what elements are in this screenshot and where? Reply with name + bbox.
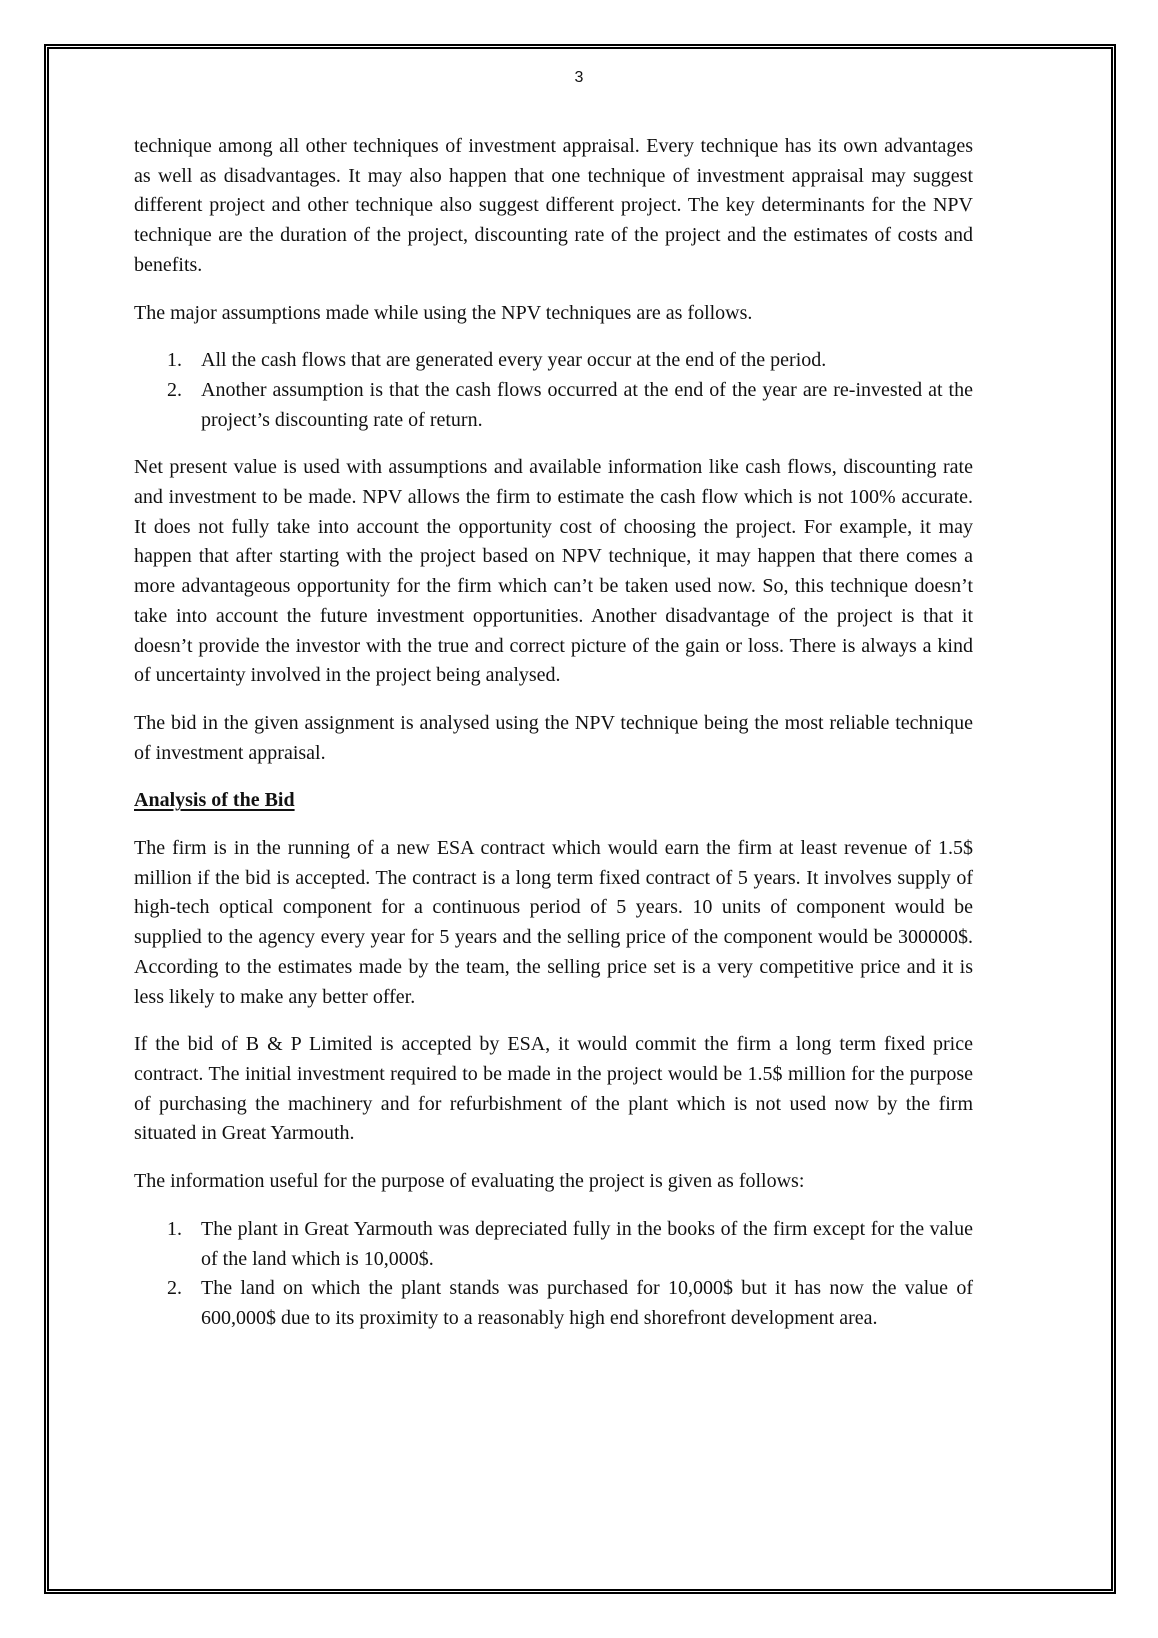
section-heading-analysis: Analysis of the Bid — [134, 789, 295, 812]
list-number: 1. — [167, 349, 182, 372]
list-number: 2. — [167, 1277, 182, 1300]
page-number: 3 — [574, 69, 584, 86]
list-item — [167, 1215, 973, 1274]
paragraph-information-lead: The information useful for the purpose of evaluating the project is given as follows: — [134, 1170, 805, 1193]
information-list — [134, 1215, 973, 1334]
list-item — [167, 346, 973, 376]
list-number: 2. — [167, 378, 182, 401]
assumptions-list — [134, 346, 973, 435]
list-item-text: The land on which the plant stands was purchased for 10,000$ but it has now the value of 600,000$ due to its proximity to a reasonably high end shorefront development area. — [201, 1277, 973, 1329]
paragraph-contract-details: The firm is in the running of a new ESA contract which would earn the firm at least revenue of 1.5$ million if the bid is accepted. The contract is a long term fixed contract of 5 years. It involves supply of high-tech optical component for a continuous period of 5 years. 10 units of component would be supplied to the agency every year for 5 years and the selling price of the component would be 300000$. According to the estimates made by the team, the selling price set is a very competitive price and it is less likely to make any better offer. — [134, 837, 973, 1008]
paragraph-npv-limitations: Net present value is used with assumptions and available information like cash flows, discounting rate and investment to be made. NPV allows the firm to estimate the cash flow which is not 100% accurate. It does not fully take into account the opportunity cost of choosing the project. For example, it may happen that after starting with the project based on NPV technique, it may happen that there comes a more advantageous opportunity for the firm which can’t be taken used now. So, this technique doesn’t take into account the future investment opportunities. Another disadvantage of the project is that it doesn’t provide the investor with the true and correct picture of the gain or loss. There is always a kind of uncertainty involved in the project being analysed. — [134, 456, 973, 687]
list-item — [167, 1274, 973, 1333]
paragraph-bid-method: The bid in the given assignment is analysed using the NPV technique being the most reliable technique of investment appraisal. — [134, 711, 973, 764]
list-item-text: All the cash flows that are generated every year occur at the end of the period. — [201, 349, 827, 372]
list-item-text: Another assumption is that the cash flows occurred at the end of the year are re-invested at the project’s discounting rate of return. — [201, 378, 973, 431]
paragraph-investment: If the bid of B & P Limited is accepted by ESA, it would commit the firm a long term fixed price contract. The initial investment required to be made in the project would be 1.5$ million for the purpose of purchasing the machinery and for refurbishment of the plant which is not used now by the firm situated in Great Yarmouth. — [134, 1033, 973, 1145]
paragraph-npv-intro: technique among all other techniques of investment appraisal. Every technique has its own advantages as well as disadvantages. It may also happen that one technique of investment appraisal may suggest different project and other technique also suggest different project. The key determinants for the NPV technique are the duration of the project, discounting rate of the project and the estimates of costs and benefits. — [134, 135, 973, 276]
document-body — [134, 132, 973, 1352]
list-item — [167, 376, 973, 435]
list-number: 1. — [167, 1217, 182, 1240]
list-item-text: The plant in Great Yarmouth was depreciated fully in the books of the firm except for the value of the land which is 10,000$. — [201, 1217, 973, 1270]
paragraph-assumptions-lead: The major assumptions made while using the NPV techniques are as follows. — [134, 301, 753, 324]
